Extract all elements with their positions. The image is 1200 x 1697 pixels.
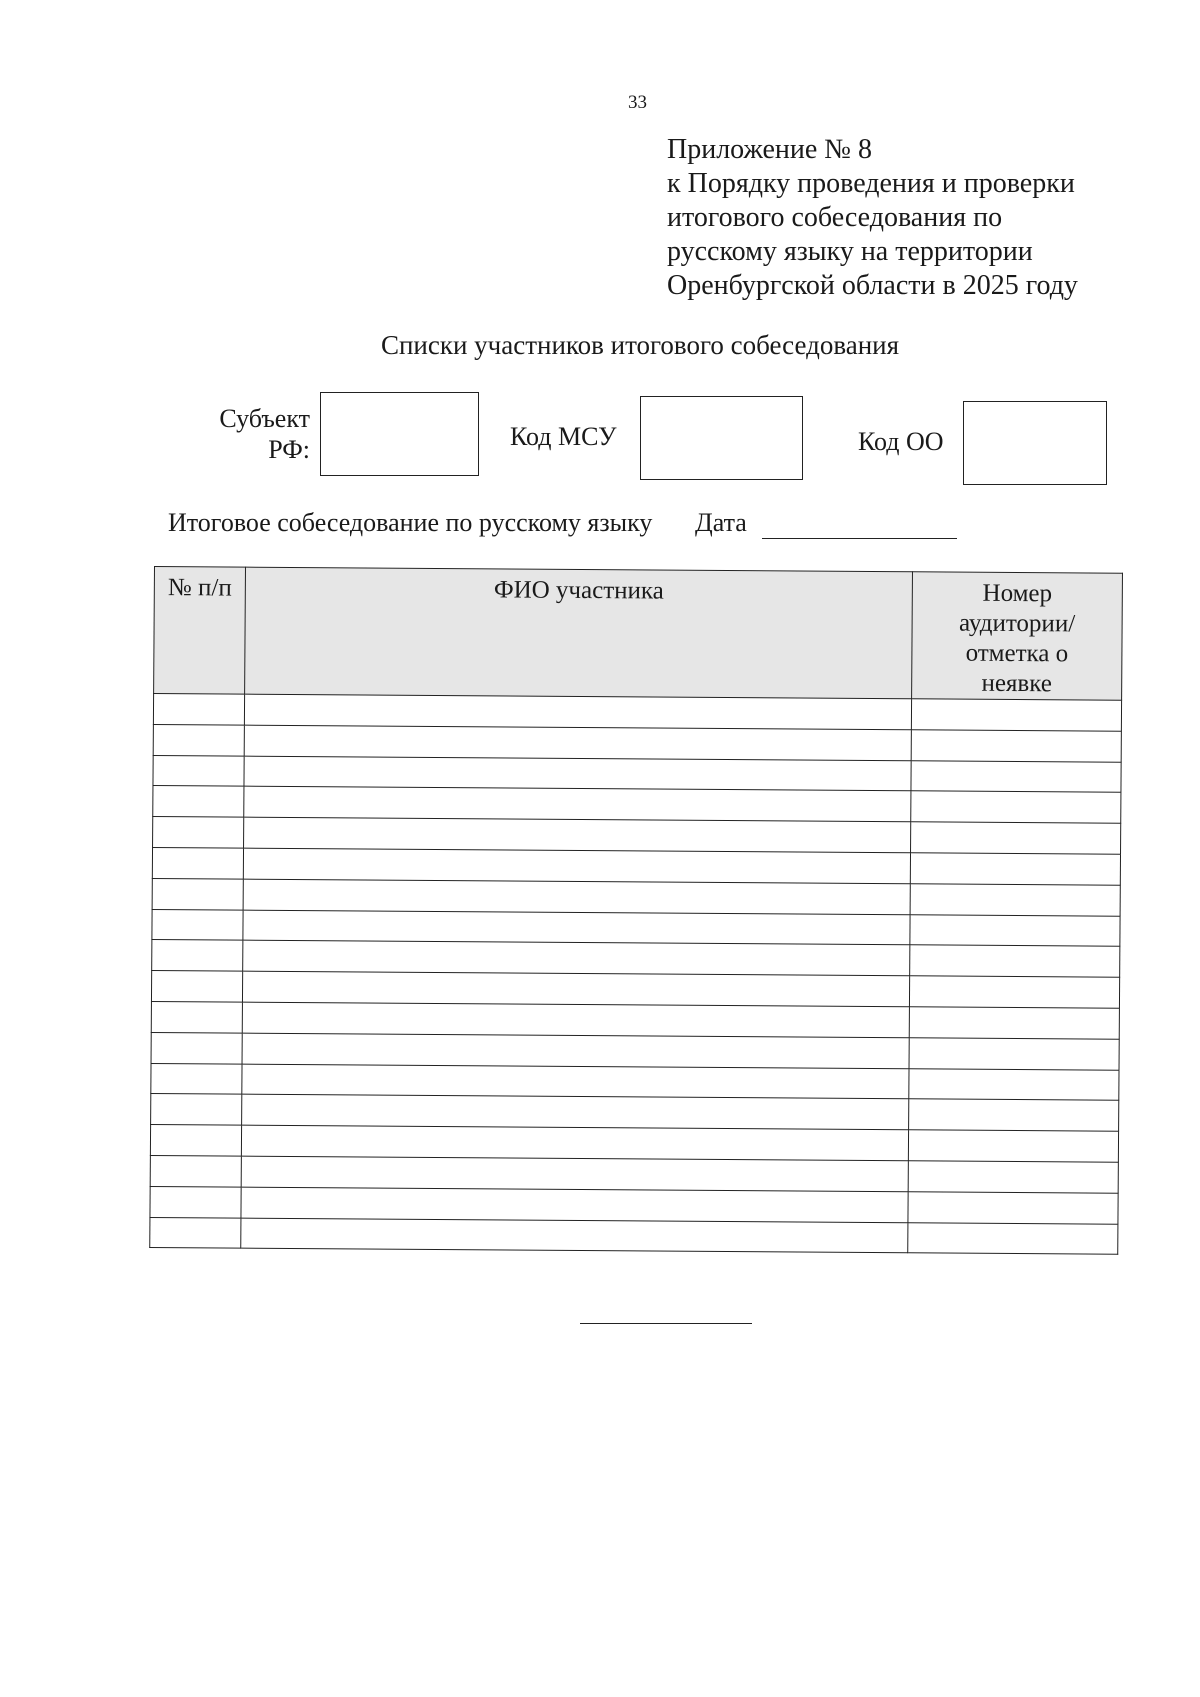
name-cell[interactable] xyxy=(242,971,909,1006)
name-cell[interactable] xyxy=(244,725,911,760)
number-cell[interactable] xyxy=(152,878,243,909)
table-body xyxy=(150,694,1122,1255)
name-cell[interactable] xyxy=(241,1156,908,1191)
room-cell[interactable] xyxy=(911,760,1121,792)
name-cell[interactable] xyxy=(244,787,911,822)
room-cell[interactable] xyxy=(909,1068,1119,1100)
number-cell[interactable] xyxy=(151,971,242,1002)
number-cell[interactable] xyxy=(153,817,244,848)
room-cell[interactable] xyxy=(909,976,1119,1008)
number-cell[interactable] xyxy=(152,847,243,878)
subject-label: Субъект РФ: xyxy=(219,404,310,464)
name-cell[interactable] xyxy=(242,1094,909,1129)
room-cell[interactable] xyxy=(910,853,1120,885)
room-cell[interactable] xyxy=(910,884,1120,916)
number-cell[interactable] xyxy=(151,1032,242,1063)
name-cell[interactable] xyxy=(243,941,910,976)
document-title: Списки участников итогового собеседования xyxy=(380,330,900,360)
name-cell[interactable] xyxy=(242,1002,909,1037)
number-cell[interactable] xyxy=(150,1186,241,1217)
header-name: ФИО участника xyxy=(245,567,913,699)
room-cell[interactable] xyxy=(911,791,1121,823)
header-number: № п/п xyxy=(154,567,246,695)
participants-table xyxy=(149,566,1123,1255)
number-cell[interactable] xyxy=(153,694,244,725)
appendix-line: Приложение № 8 xyxy=(667,134,872,165)
name-cell[interactable] xyxy=(241,1187,908,1222)
number-cell[interactable] xyxy=(151,1001,242,1032)
name-cell[interactable] xyxy=(242,1064,909,1099)
appendix-line: русскому языку на территории xyxy=(667,236,1033,267)
room-cell[interactable] xyxy=(908,1130,1118,1162)
number-cell[interactable] xyxy=(153,786,244,817)
name-cell[interactable] xyxy=(243,879,910,914)
oo-code-label: Код ОО xyxy=(858,427,944,456)
number-cell[interactable] xyxy=(153,724,244,755)
room-cell[interactable] xyxy=(911,699,1121,731)
name-cell[interactable] xyxy=(244,694,911,729)
appendix-line: к Порядку проведения и проверки xyxy=(667,168,1075,199)
room-cell[interactable] xyxy=(909,1099,1119,1131)
room-cell[interactable] xyxy=(911,822,1121,854)
room-cell[interactable] xyxy=(908,1222,1118,1254)
date-field[interactable] xyxy=(762,538,957,539)
number-cell[interactable] xyxy=(150,1217,241,1248)
exam-description: Итоговое собеседование по русскому языку xyxy=(168,508,653,537)
end-rule xyxy=(580,1323,752,1324)
room-cell[interactable] xyxy=(910,914,1120,946)
room-cell[interactable] xyxy=(909,1007,1119,1039)
name-cell[interactable] xyxy=(241,1218,908,1253)
room-cell[interactable] xyxy=(908,1161,1118,1193)
msu-code-label: Код МСУ xyxy=(510,422,617,451)
oo-code-box[interactable] xyxy=(963,401,1107,485)
number-cell[interactable] xyxy=(151,1063,242,1094)
room-cell[interactable] xyxy=(908,1192,1118,1224)
msu-code-box[interactable] xyxy=(640,396,803,480)
name-cell[interactable] xyxy=(243,848,910,883)
name-cell[interactable] xyxy=(241,1125,908,1160)
room-cell[interactable] xyxy=(909,1038,1119,1070)
appendix-header xyxy=(667,133,1078,303)
room-cell[interactable] xyxy=(910,945,1120,977)
number-cell[interactable] xyxy=(151,1094,242,1125)
table-row xyxy=(150,1217,1118,1255)
number-cell[interactable] xyxy=(150,1155,241,1186)
name-cell[interactable] xyxy=(244,756,911,791)
number-cell[interactable] xyxy=(152,940,243,971)
number-cell[interactable] xyxy=(153,755,244,786)
number-cell[interactable] xyxy=(150,1125,241,1156)
appendix-line: итогового собеседования по xyxy=(667,202,1003,233)
appendix-line: Оренбургской области в 2025 году xyxy=(667,270,1078,301)
name-cell[interactable] xyxy=(244,817,911,852)
date-label: Дата xyxy=(695,508,747,537)
room-cell[interactable] xyxy=(911,730,1121,762)
number-cell[interactable] xyxy=(152,909,243,940)
table-header-row xyxy=(154,567,1123,701)
page-number: 33 xyxy=(628,92,647,113)
name-cell[interactable] xyxy=(242,1033,909,1068)
header-room: Номер аудитории/ отметка о неявке xyxy=(912,572,1123,700)
name-cell[interactable] xyxy=(243,910,910,945)
subject-code-box[interactable] xyxy=(320,392,479,476)
